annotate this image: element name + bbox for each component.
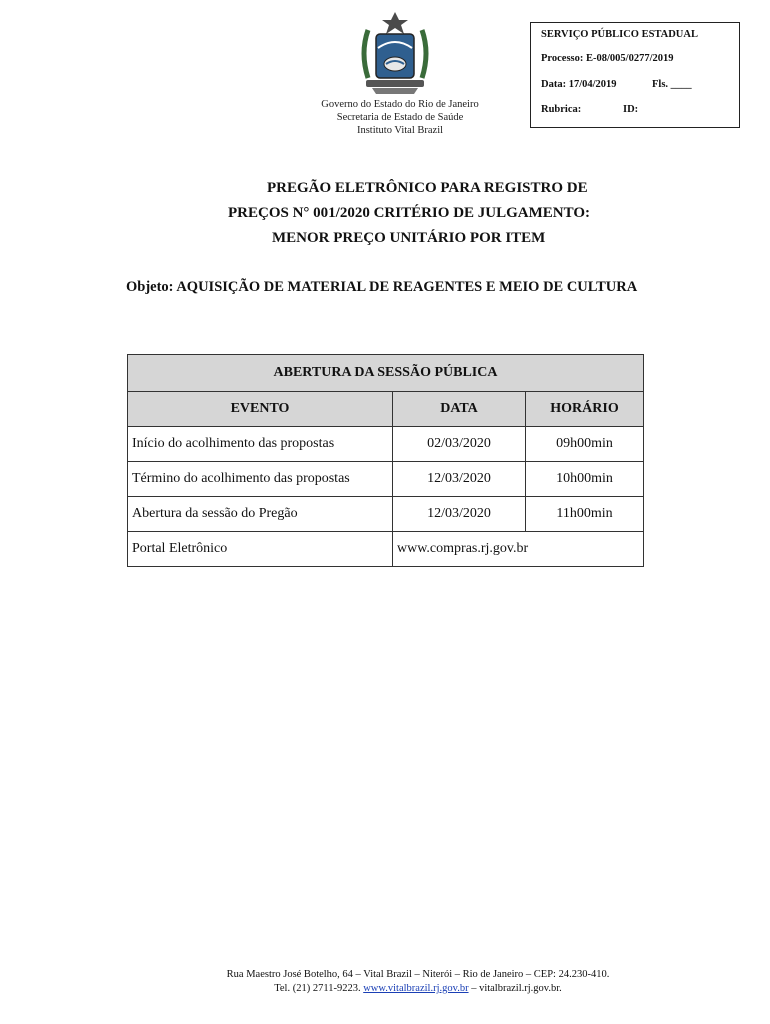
column-header-horario: HORÁRIO [526,392,644,427]
government-header [300,98,500,137]
stamp-data: Data: 17/04/2019 [541,79,617,90]
cell-portal-label: Portal Eletrônico [128,532,393,567]
cell-data: 12/03/2020 [393,462,526,497]
table-row [128,497,644,532]
objeto-line: Objeto: AQUISIÇÃO DE MATERIAL DE REAGENTES E MEIO DE CULTURA [126,279,638,295]
cell-evento: Término do acolhimento das propostas [128,462,393,497]
table-row [128,462,644,497]
footer-tel: Tel. (21) 2711-9223. [274,983,361,994]
gov-line-secretaria: Secretaria de Estado de Saúde [336,112,464,123]
official-stamp-box [530,22,740,128]
cell-horario: 10h00min [526,462,644,497]
cell-horario: 11h00min [526,497,644,532]
gov-line-instituto: Instituto Vital Brazil [356,125,444,136]
stamp-id: ID: [623,104,639,115]
page-footer [0,968,770,996]
cell-evento: Início do acolhimento das propostas [128,427,393,462]
cell-horario: 09h00min [526,427,644,462]
stamp-processo: Processo: E-08/005/0277/2019 [541,53,674,64]
column-header-data: DATA [393,392,526,427]
footer-website-link[interactable]: www.vitalbrazil.rj.gov.br [363,983,469,994]
footer-address: Rua Maestro José Botelho, 64 – Vital Brazil – Niterói – Rio de Janeiro – CEP: 24.230-410. [226,969,610,980]
column-header-evento: EVENTO [128,392,393,427]
cell-data: 12/03/2020 [393,497,526,532]
document-title [130,176,730,251]
cell-portal-value: www.compras.rj.gov.br [393,532,644,567]
title-line-3: MENOR PREÇO UNITÁRIO POR ITEM [272,230,546,246]
footer-suffix: – vitalbrazil.rj.gov.br. [471,983,562,994]
footer-contact [0,982,770,996]
cell-data: 02/03/2020 [393,427,526,462]
stamp-fls: Fls. ____ [652,79,692,90]
stamp-rubrica: Rubrica: [541,104,582,115]
session-schedule-table [127,354,644,567]
coat-of-arms-logo [358,8,432,96]
stamp-title: SERVIÇO PÚBLICO ESTADUAL [541,29,698,40]
table-row-portal [128,532,644,567]
gov-line-state: Governo do Estado do Rio de Janeiro [321,99,479,110]
table-row [128,427,644,462]
title-line-2: PREÇOS N° 001/2020 CRITÉRIO DE JULGAMENTO: [228,205,591,221]
title-line-1: PREGÃO ELETRÔNICO PARA REGISTRO DE [267,180,588,196]
table-caption: ABERTURA DA SESSÃO PÚBLICA [128,355,644,392]
cell-evento: Abertura da sessão do Pregão [128,497,393,532]
